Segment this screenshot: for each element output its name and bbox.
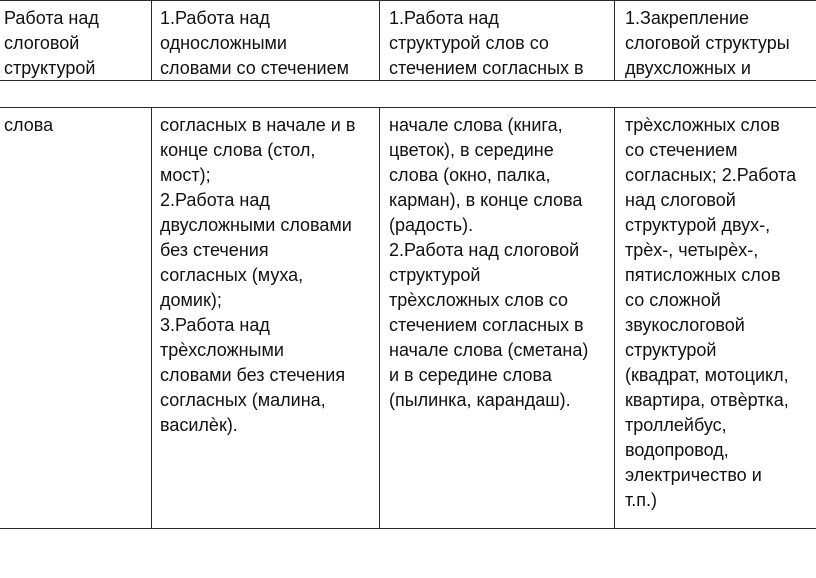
- cell-line: двусложными словами: [160, 215, 352, 235]
- header-cell-2: [160, 6, 349, 81]
- cell-line: пятисложных слов: [625, 265, 781, 285]
- header-cell-4: [625, 6, 790, 81]
- cell-line: согласных в начале и в: [160, 115, 356, 135]
- column-divider-2-header: [379, 0, 380, 80]
- cell-line: 1.Работа над: [160, 8, 270, 28]
- cell-line: конце слова (стол,: [160, 140, 316, 160]
- cell-line: василѐк).: [160, 415, 238, 435]
- table-top-border: [0, 0, 816, 1]
- header-cell-3: [389, 6, 584, 81]
- cell-line: электричество и: [625, 465, 762, 485]
- cell-line: троллейбус,: [625, 415, 727, 435]
- cell-line: структурой: [389, 265, 481, 285]
- cell-line: и в середине слова: [389, 365, 552, 385]
- cell-line: согласных (малина,: [160, 390, 326, 410]
- body-cell-1: [4, 113, 53, 138]
- cell-line: трѐхсложных слов: [625, 115, 780, 135]
- cell-line: (пылинка, карандаш).: [389, 390, 571, 410]
- cell-line: цветок), в середине: [389, 140, 554, 160]
- cell-line: согласных (муха,: [160, 265, 304, 285]
- cell-line: со сложной: [625, 290, 721, 310]
- header-cell-1: [4, 6, 99, 81]
- cell-line: слова (окно, палка,: [389, 165, 551, 185]
- cell-line: трѐх-, четырѐх-,: [625, 240, 759, 260]
- cell-line: мост);: [160, 165, 211, 185]
- cell-line: 3.Работа над: [160, 315, 270, 335]
- cell-line: трѐхсложных слов со: [389, 290, 568, 310]
- cell-line: квартира, отвѐртка,: [625, 390, 789, 410]
- cell-line: Работа над: [4, 8, 99, 28]
- body-cell-2: [160, 113, 355, 438]
- cell-line: (радость).: [389, 215, 474, 235]
- cell-line: двухсложных и: [625, 58, 751, 78]
- body-cell-3: [389, 113, 588, 413]
- cell-line: слоговой структуры: [625, 33, 790, 53]
- cell-line: 1.Закрепление: [625, 8, 750, 28]
- cell-line: слоговой: [4, 33, 80, 53]
- cell-line: начале слова (сметана): [389, 340, 589, 360]
- cell-line: слова: [4, 115, 54, 135]
- cell-line: звукослоговой: [625, 315, 745, 335]
- cell-line: т.п.): [625, 490, 657, 510]
- body-cell-4: [625, 113, 796, 513]
- cell-line: со стечением: [625, 140, 738, 160]
- cell-line: односложными: [160, 33, 287, 53]
- cell-line: структурой слов со: [389, 33, 549, 53]
- column-divider-3-body: [614, 107, 615, 528]
- column-divider-2-body: [379, 107, 380, 528]
- cell-line: стечением согласных в: [389, 315, 584, 335]
- cell-line: карман), в конце слова: [389, 190, 583, 210]
- cell-line: структурой двух-,: [625, 215, 771, 235]
- cell-line: (квадрат, мотоцикл,: [625, 365, 789, 385]
- cell-line: домик);: [160, 290, 222, 310]
- cell-line: структурой: [625, 340, 717, 360]
- cell-line: 2.Работа над слоговой: [389, 240, 580, 260]
- cell-line: начале слова (книга,: [389, 115, 563, 135]
- cell-line: 2.Работа над: [160, 190, 270, 210]
- cell-line: над слоговой: [625, 190, 736, 210]
- cell-line: 1.Работа над: [389, 8, 499, 28]
- body-row-top-border: [0, 107, 816, 108]
- table-bottom-border: [0, 528, 816, 529]
- cell-line: словами со стечением: [160, 58, 349, 78]
- cell-line: стечением согласных в: [389, 58, 584, 78]
- cell-line: согласных; 2.Работа: [625, 165, 797, 185]
- column-divider-1-header: [151, 0, 152, 80]
- cell-line: трѐхсложными: [160, 340, 284, 360]
- cell-line: словами без стечения: [160, 365, 346, 385]
- column-divider-1-body: [151, 107, 152, 528]
- cell-line: без стечения: [160, 240, 269, 260]
- cell-line: структурой: [4, 58, 96, 78]
- cell-line: водопровод,: [625, 440, 729, 460]
- column-divider-3-header: [614, 0, 615, 80]
